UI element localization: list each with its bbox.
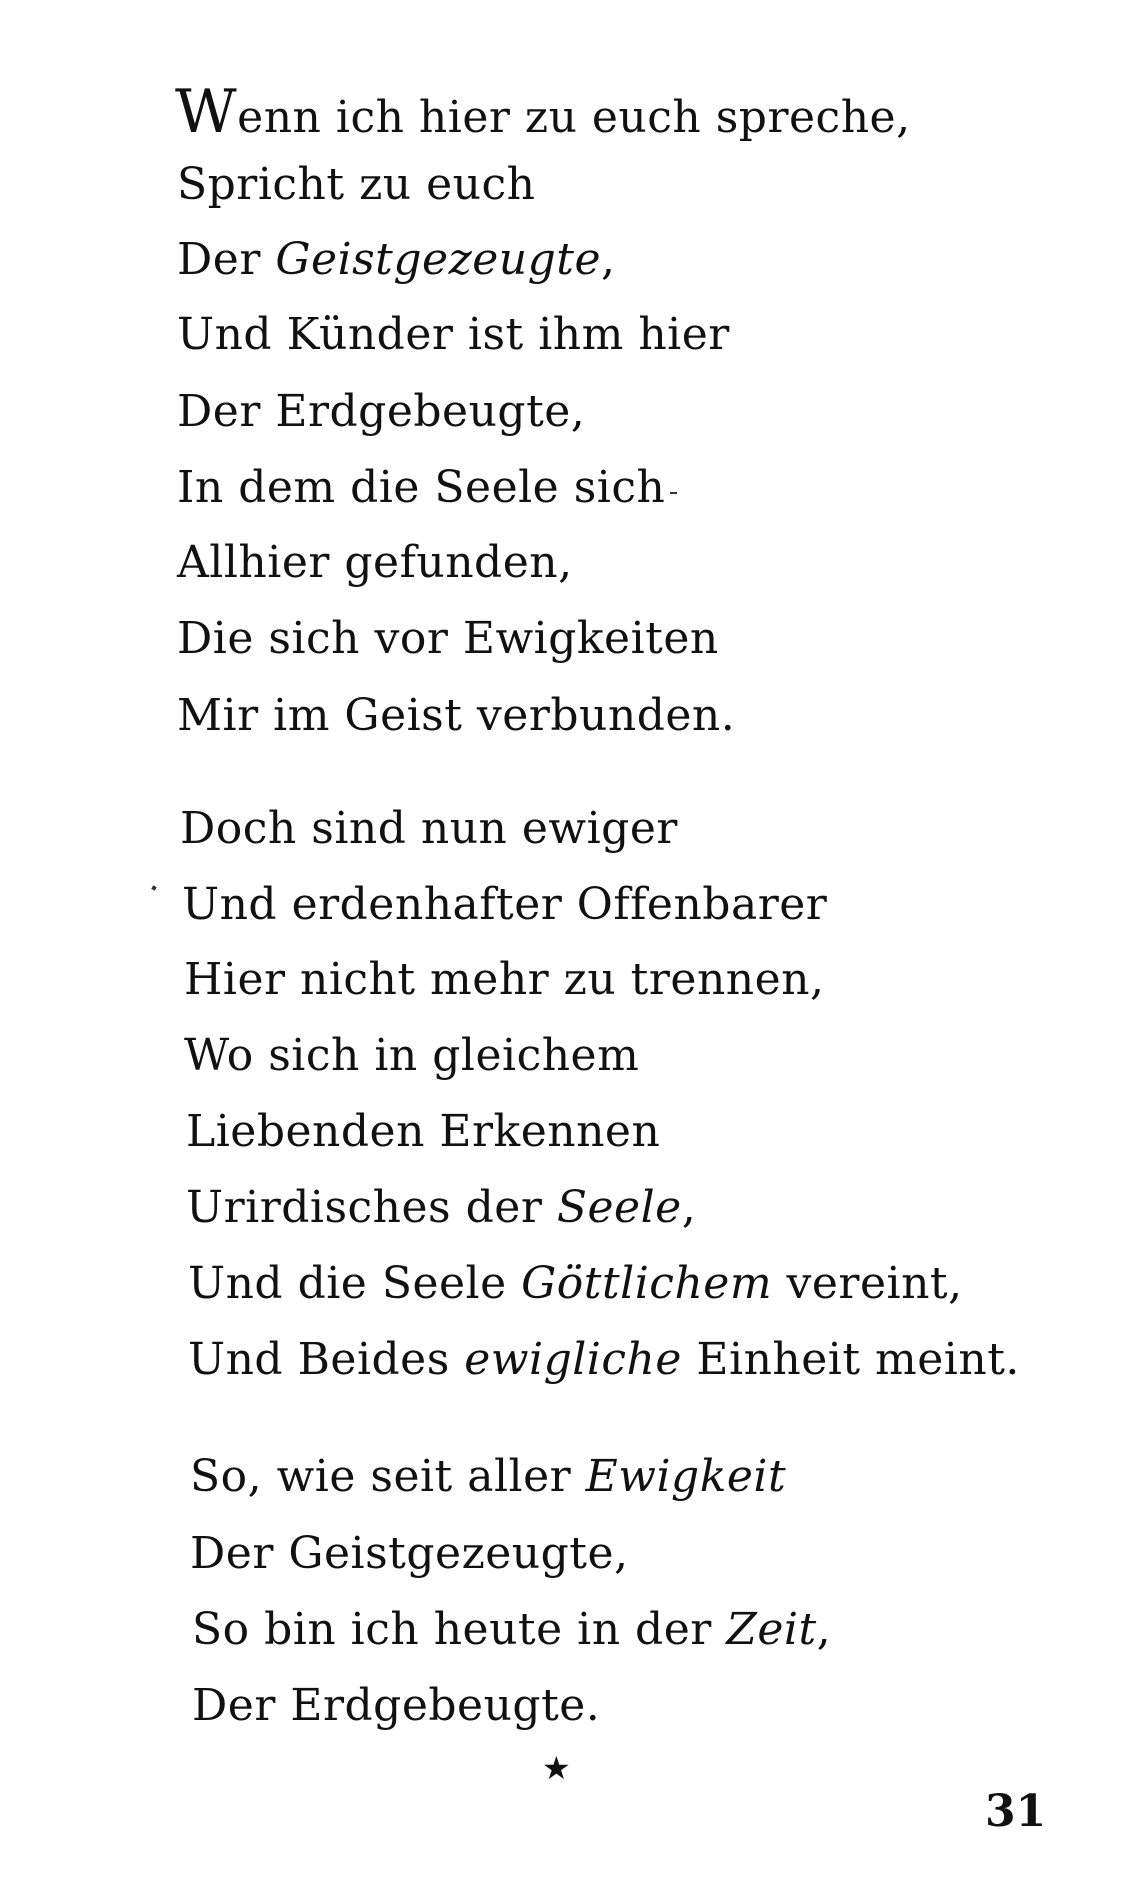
emphasis-text: Seele [556, 1182, 682, 1233]
poem-line [192, 1604, 832, 1655]
poem-line: Und erdenhafter Offenbarer [182, 879, 828, 930]
poem-line: Allhier gefunden, [177, 537, 573, 588]
star-ornament-icon: ★ [542, 1749, 571, 1787]
emphasis-text: Ewigkeit [585, 1451, 787, 1502]
emphasis-text: ewigliche [464, 1334, 682, 1385]
poem-line [175, 77, 911, 147]
emphasis-text: Geistgezeugte [275, 234, 602, 285]
line-text: enn ich hier zu euch spreche, [237, 92, 911, 143]
line-text: , [816, 1604, 832, 1655]
poem-line: Wo sich in gleichem [184, 1030, 640, 1081]
emphasis-text: Göttlichem [521, 1258, 773, 1309]
line-text: Der [177, 234, 276, 285]
poem-line: Und Künder ist ihm hier [177, 309, 730, 360]
poem-line: Doch sind nun ewiger [180, 803, 678, 854]
poem-line [186, 1182, 697, 1233]
poem-line: Mir im Geist verbunden. [177, 690, 736, 741]
line-text: Und die Seele [188, 1258, 522, 1309]
drop-initial: W [175, 77, 238, 147]
emphasis-text: Zeit [726, 1604, 817, 1655]
line-text: Einheit meint. [681, 1334, 1020, 1385]
line-text: vereint, [772, 1258, 963, 1309]
poem-line: In dem die Seele sich [177, 462, 666, 513]
line-text: So bin ich heute in der [192, 1604, 727, 1655]
poem-line: Der Geistgezeugte, [190, 1528, 629, 1579]
poem-line: Hier nicht mehr zu trennen, [184, 954, 825, 1005]
poem-line: Der Erdgebeugte, [177, 386, 586, 437]
line-text: , [601, 234, 616, 285]
poem-line [190, 1451, 787, 1502]
poem-line: Spricht zu euch [177, 159, 536, 210]
poem-line: Die sich vor Ewigkeiten [177, 613, 719, 664]
line-text: Urirdisches der [186, 1182, 557, 1233]
poem-line: Liebenden Erkennen [186, 1106, 661, 1157]
stray-mark [151, 885, 156, 890]
poem-line [188, 1258, 963, 1309]
stray-mark [670, 492, 677, 494]
line-text: So, wie seit aller [190, 1451, 586, 1502]
line-text: Und Beides [188, 1334, 465, 1385]
poem-line [177, 234, 616, 285]
line-text: , [681, 1182, 697, 1233]
poem-line: Der Erdgebeugte. [192, 1680, 601, 1731]
poem-line [188, 1334, 1020, 1385]
page-number: 31 [985, 1786, 1047, 1837]
